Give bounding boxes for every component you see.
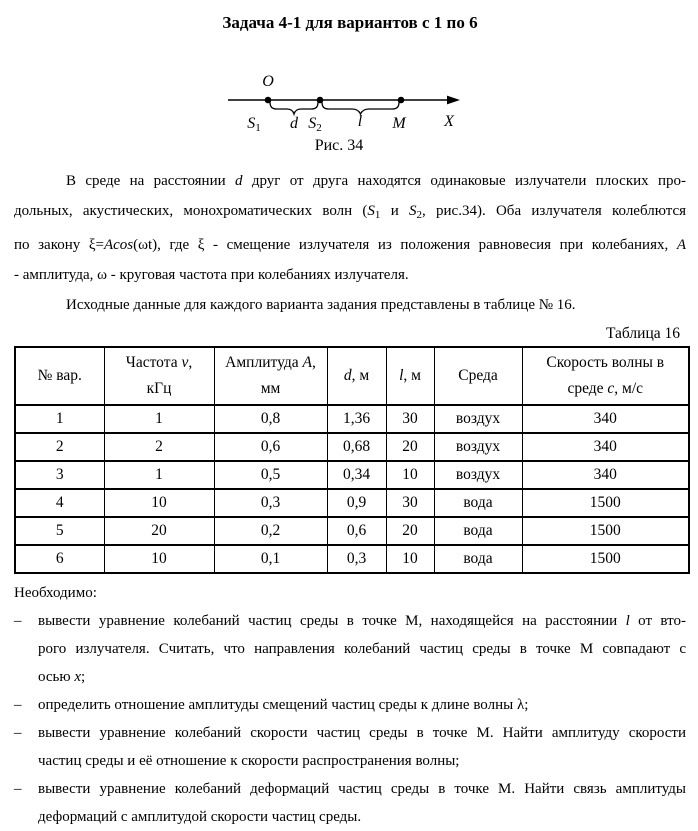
- table-cell: воздух: [434, 433, 522, 461]
- table-cell: воздух: [434, 461, 522, 489]
- text-segment: вывести уравнение колебаний деформаций частиц среды в точке М. Найти связь амплитуды: [38, 781, 686, 797]
- table-cell: 0,6: [214, 433, 327, 461]
- table-cell: 0,9: [327, 489, 386, 517]
- table-cell: 1: [104, 461, 214, 489]
- bullet-marker: –: [14, 725, 22, 741]
- requirements-heading: Необходимо:: [14, 585, 97, 601]
- text-segment: от вто-: [629, 613, 686, 629]
- table-cell: 3: [15, 461, 104, 489]
- requirement-text: [38, 607, 686, 691]
- text-line: [14, 196, 686, 230]
- table-cell: 0,8: [214, 405, 327, 433]
- table-cell: 0,34: [327, 461, 386, 489]
- header-frequency: [104, 347, 214, 405]
- table-cell: 0,1: [214, 545, 327, 573]
- table-cell: 0,3: [214, 489, 327, 517]
- bullet-marker: –: [14, 781, 22, 797]
- table-row: [15, 405, 689, 433]
- table-cell: 10: [104, 545, 214, 573]
- text-segment: , м/с: [614, 380, 644, 397]
- text-segment: В среде на расстоянии: [66, 173, 235, 189]
- text-segment: кГц: [146, 380, 172, 397]
- table-row: [15, 461, 689, 489]
- table-reference-paragraph: [14, 290, 686, 320]
- header-wave-speed: [522, 347, 689, 405]
- table-row: [15, 517, 689, 545]
- text-line: [18, 363, 102, 389]
- text-line: [38, 803, 686, 831]
- table-cell: 0,5: [214, 461, 327, 489]
- text-segment: c: [607, 380, 615, 397]
- text-line: [217, 350, 325, 376]
- table-cell: 1: [15, 405, 104, 433]
- text-segment: Частота: [125, 354, 182, 371]
- text-segment: рого излучателя. Считать, что направления колебаний частиц среды в точке М совпадают с: [38, 641, 686, 657]
- text-line: [389, 363, 432, 389]
- page-title: Задача 4-1 для вариантов с 1 по 6: [222, 13, 478, 32]
- table-row: [15, 489, 689, 517]
- header-distance-d: [327, 347, 386, 405]
- d-label: d: [290, 115, 298, 132]
- origin-label: O: [262, 73, 274, 90]
- text-line: [38, 635, 686, 663]
- text-line: [525, 376, 687, 402]
- text-segment: ;: [81, 669, 86, 685]
- header-medium: [434, 347, 522, 405]
- text-segment: S: [409, 203, 417, 219]
- table-row: [15, 433, 689, 461]
- text-segment: деформаций с амплитудой скорости частиц среды.: [38, 809, 362, 825]
- text-segment: , рис.34). Оба излучателя колеблются: [422, 203, 687, 219]
- text-line: [38, 691, 686, 719]
- text-segment: d: [343, 367, 352, 384]
- text-line: [14, 290, 686, 320]
- table-cell: 5: [15, 517, 104, 545]
- table-cell: 30: [386, 405, 434, 433]
- variants-table: [14, 346, 690, 574]
- text-segment: , м: [351, 367, 370, 384]
- table-cell: 1: [104, 405, 214, 433]
- table-body: [15, 405, 689, 573]
- text-segment: d: [234, 173, 243, 189]
- m-label: M: [392, 115, 406, 132]
- table-cell: 20: [386, 517, 434, 545]
- table-cell: 1500: [522, 517, 689, 545]
- distance-d-brace: [270, 102, 318, 114]
- text-line: [14, 230, 686, 260]
- header-distance-l: [386, 347, 434, 405]
- table-cell: 1500: [522, 545, 689, 573]
- text-line: [38, 747, 686, 775]
- table-cell: 0,6: [327, 517, 386, 545]
- text-line: [107, 350, 212, 376]
- text-line: [107, 376, 212, 402]
- text-segment: x: [74, 669, 81, 685]
- table-cell: 10: [386, 461, 434, 489]
- text-segment: , м: [403, 367, 421, 384]
- table-cell: 340: [522, 461, 689, 489]
- requirement-text: [38, 691, 686, 719]
- requirement-item: [14, 775, 686, 831]
- text-segment: Скорость волны в: [546, 354, 665, 371]
- figure-caption: Рис. 34: [314, 137, 364, 154]
- table-cell: вода: [434, 517, 522, 545]
- text-segment: и: [380, 203, 409, 219]
- table-cell: 0,3: [327, 545, 386, 573]
- table-cell: 4: [15, 489, 104, 517]
- figure: [14, 72, 686, 156]
- requirement-text: [38, 719, 686, 775]
- requirement-item: [14, 719, 686, 775]
- requirements-list: [14, 607, 686, 831]
- table-cell: 1500: [522, 489, 689, 517]
- text-segment: 1: [374, 209, 381, 221]
- intro-paragraph: [14, 166, 686, 290]
- table-row: [15, 545, 689, 573]
- text-segment: вывести уравнение колебаний частиц среды в точке М, находящейся на расстоянии: [38, 613, 626, 629]
- text-segment: Амплитуда: [225, 354, 303, 371]
- table-cell: 6: [15, 545, 104, 573]
- table-header-row: [15, 347, 689, 405]
- text-segment: S: [367, 203, 375, 219]
- bullet-marker: –: [14, 613, 22, 629]
- requirement-text: [38, 775, 686, 831]
- text-segment: друг от друга находятся одинаковые излучатели плоских про-: [242, 173, 687, 189]
- text-segment: среде: [567, 380, 608, 397]
- text-segment: № вар.: [37, 367, 82, 384]
- requirement-item: [14, 691, 686, 719]
- text-segment: частиц среды и её отношение к скорости распространения волны;: [38, 753, 460, 769]
- header-amplitude: [214, 347, 327, 405]
- table-cell: 340: [522, 433, 689, 461]
- text-segment: ν: [181, 354, 189, 371]
- x-axis-label: X: [444, 113, 454, 130]
- table-cell: вода: [434, 545, 522, 573]
- requirement-item: [14, 607, 686, 691]
- text-segment: ,: [188, 354, 193, 371]
- text-segment: l: [399, 367, 404, 384]
- table-cell: 0,68: [327, 433, 386, 461]
- text-line: [217, 376, 325, 402]
- text-segment: Исходные данные для каждого варианта задания представлены в таблице № 16.: [66, 297, 576, 313]
- text-segment: A: [302, 354, 312, 371]
- table-cell: вода: [434, 489, 522, 517]
- table-cell: 10: [386, 545, 434, 573]
- bullet-marker: –: [14, 697, 22, 713]
- l-label: l: [357, 113, 363, 130]
- text-segment: вывести уравнение колебаний скорости частиц среды в точке М. Найти амплитуду скорости: [38, 725, 686, 741]
- text-segment: по закону ξ=: [14, 237, 104, 253]
- text-segment: - амплитуда, ω - круговая частота при колебаниях излучателя.: [14, 267, 409, 283]
- table-cell: воздух: [434, 405, 522, 433]
- table-cell: 30: [386, 489, 434, 517]
- figure-diagram: [221, 72, 471, 134]
- text-line: [330, 363, 384, 389]
- table-cell: 0,2: [214, 517, 327, 545]
- axis-arrow-icon: [447, 96, 460, 105]
- text-line: [38, 775, 686, 803]
- text-segment: определить отношение амплитуды смещений частиц среды к длине волны λ;: [38, 697, 529, 713]
- table-cell: 2: [104, 433, 214, 461]
- text-line: [14, 166, 686, 196]
- text-segment: Acos: [103, 237, 134, 253]
- table-cell: 20: [104, 517, 214, 545]
- text-segment: l: [625, 613, 630, 629]
- table-cell: 340: [522, 405, 689, 433]
- s1-label: S1: [247, 115, 261, 134]
- text-line: [14, 260, 686, 290]
- text-segment: ,: [311, 354, 316, 371]
- text-segment: (ωt), где ξ - смещение излучателя из положения равновесия при колебаниях,: [133, 237, 677, 253]
- header-variant-number: [15, 347, 104, 405]
- text-line: [38, 719, 686, 747]
- text-line: [437, 363, 520, 389]
- text-line: [38, 607, 686, 635]
- table-cell: 10: [104, 489, 214, 517]
- text-segment: Среда: [458, 367, 498, 384]
- text-segment: мм: [260, 380, 281, 397]
- text-line: [525, 350, 687, 376]
- text-segment: осью: [38, 669, 75, 685]
- table-caption: Таблица 16: [605, 325, 680, 342]
- text-segment: 2: [416, 209, 422, 221]
- text-line: [38, 663, 686, 691]
- text-segment: дольных, акустических, монохроматических волн (: [14, 203, 368, 219]
- text-segment: A: [676, 237, 686, 253]
- table-cell: 1,36: [327, 405, 386, 433]
- table-cell: 20: [386, 433, 434, 461]
- s2-label: S2: [308, 115, 322, 134]
- table-cell: 2: [15, 433, 104, 461]
